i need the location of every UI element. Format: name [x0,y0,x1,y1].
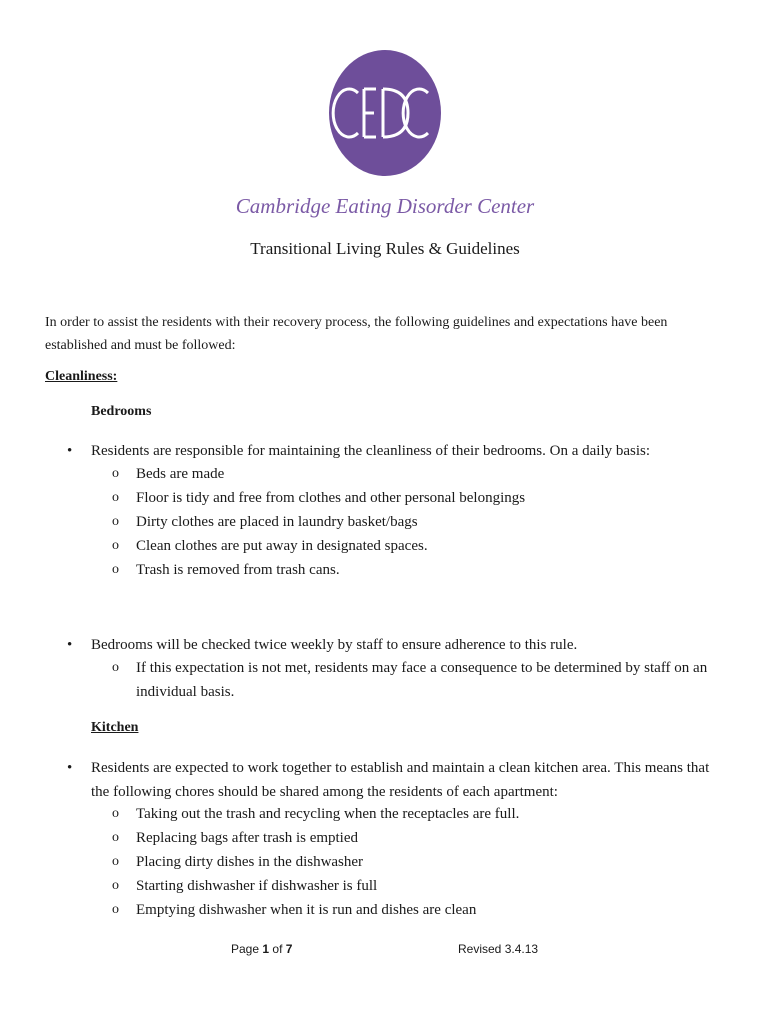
list-item: o Starting dishwasher if dishwasher is full [136,874,716,898]
document-title: Transitional Living Rules & Guidelines [250,239,520,258]
bedrooms-heading: Bedrooms [91,404,152,419]
kitchen-chores-list [136,802,716,922]
revision-date: Revised 3.4.13 [458,942,539,956]
cedc-logo [328,49,442,177]
consequence-list [136,656,716,704]
list-item: o Floor is tidy and free from clothes and other personal belongings [136,486,716,510]
page-current: 1 [262,942,270,956]
cleanliness-heading: Cleanliness: [45,369,118,384]
list-item: o Clean clothes are put away in designated spaces. [136,534,716,558]
daily-items-list [136,462,716,582]
kitchen-bullet-chores: • Residents are expected to work together to establish and maintain a clean kitchen area. This means that the following chores should be shared among the residents of each apartment: [91,756,731,804]
bedrooms-bullet-check: • Bedrooms will be checked twice weekly by staff to ensure adherence to this rule. [91,633,731,657]
cedc-logo-graphic [328,49,442,177]
intro-paragraph: In order to assist the residents with their recovery process, the following guidelines and expectations have been established and must be followed: [45,315,668,353]
list-item: o Trash is removed from trash cans. [136,558,716,582]
list-item: o Beds are made [136,462,716,486]
bedrooms-bullet-daily: • Residents are responsible for maintaining the cleanliness of their bedrooms. On a daily basis: [91,439,731,463]
list-item: o If this expectation is not met, residents may face a consequence to be determined by staff on an individual basis. [136,656,716,704]
logo-circle [329,50,441,176]
organization-name: Cambridge Eating Disorder Center [235,194,535,218]
list-item: o Dirty clothes are placed in laundry basket/bags [136,510,716,534]
list-item: o Emptying dishwasher when it is run and dishes are clean [136,898,716,922]
page-of: of [272,942,283,956]
list-item: o Taking out the trash and recycling when the receptacles are full. [136,802,716,826]
page-number [231,942,292,956]
list-item: o Replacing bags after trash is emptied [136,826,716,850]
page-total: 7 [285,942,293,956]
kitchen-heading: Kitchen [91,720,139,735]
page-label: Page [231,942,260,956]
list-item: o Placing dirty dishes in the dishwasher [136,850,716,874]
